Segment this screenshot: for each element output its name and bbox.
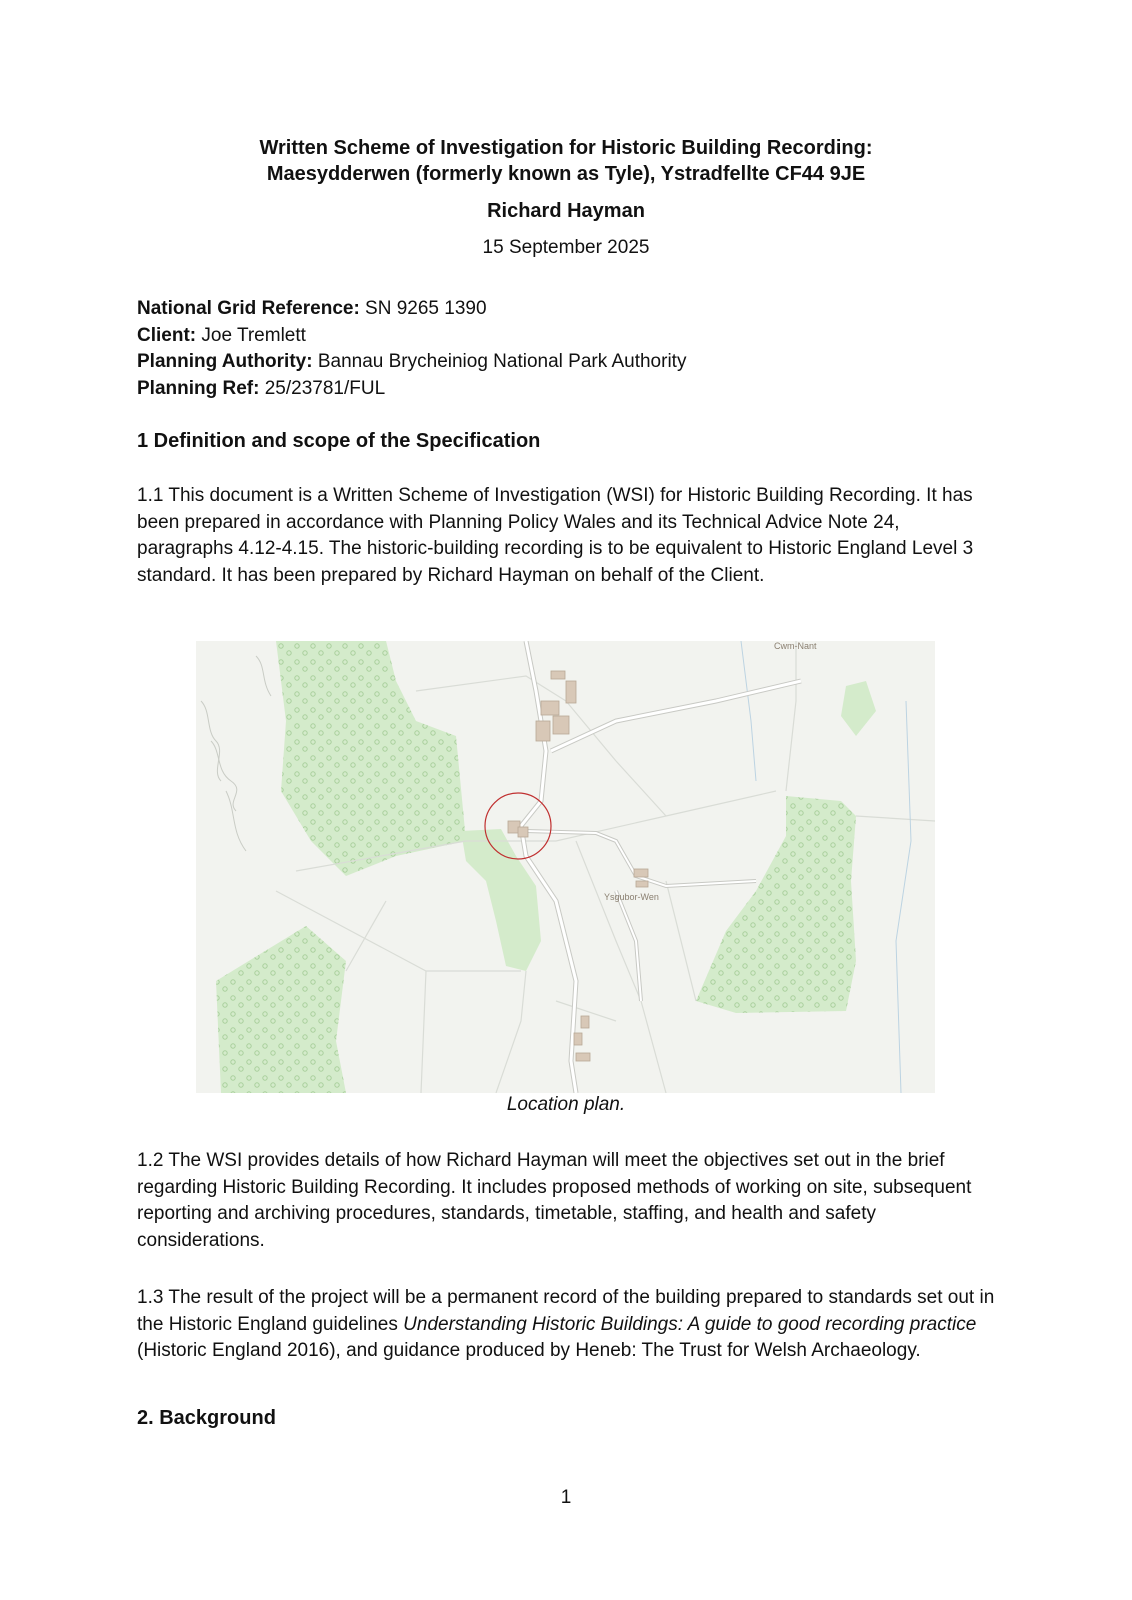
map-label-ysgubor-wen: Ysgubor-Wen	[604, 892, 659, 902]
paragraph-1-2: 1.2 The WSI provides details of how Richard Hayman will meet the objectives set out in the brief regarding Historic Building Recording. It includes proposed methods of working on site, subsequent reporting and archiving procedures, standards, timetable, staffing, and health and safety considerations.	[137, 1150, 972, 1251]
paragraph-1-1: 1.1 This document is a Written Scheme of Investigation (WSI) for Historic Building Recording. It has been prepared in accordance with Planning Policy Wales and its Technical Advice Note 24, paragraphs 4.12-4.15. The historic-building recording is to be equivalent to Historic England Level 3 standard. It has been prepared by Richard Hayman on behalf of the Client.	[137, 485, 974, 586]
map-label-cwm-nant: Cwm-Nant	[774, 641, 817, 651]
section-2-heading: 2. Background	[137, 1407, 276, 1429]
document-title	[0, 135, 1132, 187]
tracks	[521, 641, 801, 1093]
buildings	[508, 671, 648, 1061]
planning-authority: Planning Authority: Bannau Brycheiniog National Park Authority	[137, 351, 687, 372]
client: Client: Joe Tremlett	[137, 324, 306, 346]
planning-ref: Planning Ref: 25/23781/FUL	[137, 377, 386, 399]
title-line-1: Written Scheme of Investigation for Historic Building Recording:	[259, 137, 873, 159]
date: 15 September 2025	[482, 237, 650, 258]
outcrops	[201, 656, 271, 851]
grid-reference: National Grid Reference: SN 9265 1390	[137, 298, 487, 319]
location-map	[196, 641, 935, 1093]
map-caption: Location plan.	[506, 1094, 626, 1115]
project-metadata	[137, 296, 686, 402]
section-1-heading: 1 Definition and scope of the Specification	[137, 430, 541, 452]
title-line-2: Maesydderwen (formerly known as Tyle), Ystradfellte CF44 9JE	[266, 163, 866, 185]
page-number: 1	[560, 1487, 572, 1508]
paragraph-1-3: 1.3 The result of the project will be a permanent record of the building prepared to standards set out in the Historic England guidelines Understanding Historic Buildings: A guide to good recording practice (Historic England 2016), and guidance produced by Heneb: The Trust for Welsh Archaeology.	[137, 1287, 995, 1361]
map-graphic	[196, 641, 935, 1093]
author: Richard Hayman	[487, 200, 645, 222]
